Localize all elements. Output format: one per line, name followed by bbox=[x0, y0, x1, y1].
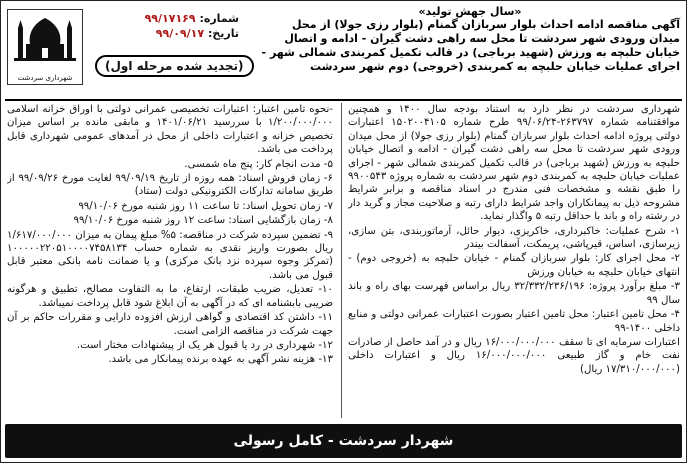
title-block bbox=[260, 5, 680, 74]
number-row bbox=[89, 11, 239, 26]
stage-label: (تجدید شده مرحله اول) bbox=[95, 55, 254, 77]
paragraph: ۱۰- تعدیل، ضریب طبقات، ارتفاع، ما به التفاوت مصالح، تطبیق و هرگونه ضریبی بابشنامه ای که در آگهی به آن ابلاغ شود قابل پرداخت نمیباشد. bbox=[7, 284, 333, 309]
mosque-emblem-icon bbox=[8, 10, 82, 70]
paragraph: اعتبارات سرمایه ای تا سقف ۱۶/۰۰۰/۰۰۰/۰۰۰ ریال و در آمد حاصل از صادرات نفت خام و گاز طبیعی ۱۶/۰۰۰/۰۰۰/۰۰۰ ریال و اعتبارات داخلی (۱۷/۳۱۰/۰۰۰/۰۰۰ ریال) bbox=[348, 336, 680, 375]
number-value: ۹۹/۱۷۱۶۹ bbox=[144, 12, 196, 25]
document-meta bbox=[89, 11, 239, 41]
notice-title: آگهی مناقصه ادامه احداث بلوار سربازان گمنام (بلوار رزی جولا) از محل میدان ورودی شهر سردشت تا محل سه راهی دشت گیران - ادامه و اتصال خیابان حلبچه به ورزش (شهید برباجی) در قالب تکمیل کمربندی شمالی شهر - اجرای عملیات خیابان حلبچه به کمربندی (خروجی) دوم شهر سردشت bbox=[261, 18, 680, 73]
date-row bbox=[89, 26, 239, 41]
date-label: تاریخ: bbox=[207, 27, 239, 40]
footer-signature: شهردار سردشت - کامل رسولی bbox=[233, 433, 454, 449]
date-value: ۹۹/۰۹/۱۷ bbox=[155, 27, 205, 40]
municipality-logo bbox=[7, 9, 83, 85]
paragraph: ۱- شرح عملیات: خاکبرداری، خاکریزی، دیوار حائل، آرماتوربندی، بتن سازی، زیرسازی، اساس، قیرپاشی، پریمکت، آسفالت بیندر bbox=[348, 225, 680, 251]
right-column bbox=[348, 103, 680, 421]
paragraph: ۱۲- شهرداری در رد یا قبول هر یک از پیشنهادات مختار است. bbox=[76, 339, 333, 351]
paragraph: ۷- زمان تحویل اسناد: تا ساعت ۱۱ روز شنبه مورخ ۹۹/۱۰/۰۶ bbox=[78, 200, 333, 212]
body-columns bbox=[7, 103, 680, 421]
logo-caption: شهرداری سردشت bbox=[17, 74, 73, 82]
paragraph: ۱۱- داشتن کد اقتصادی و گواهی ارزش افزوده دارایی و مقررات حاکم بر آن جهت شرکت در مناقصه الزامی است. bbox=[7, 312, 333, 337]
paragraph: ۱۳- هزینه نشر آگهی به عهده برنده پیمانکار می باشد. bbox=[108, 354, 333, 366]
column-divider bbox=[341, 103, 342, 418]
paragraph: ۶- زمان فروش اسناد: همه روزه از تاریخ ۹۹/۰۹/۱۹ لغایت مورخ ۹۹/۰۹/۲۶ از طریق سامانه تدارکات الکترونیکی دولت (ستاد) bbox=[7, 173, 333, 198]
year-motto: «سال جهش تولید» bbox=[418, 5, 522, 18]
paragraph: -نحوه تامین اعتبار: اعتبارات تخصیصی عمرانی دولتی با اوراق خزانه اسلامی ۱/۲۰۰/۰۰۰/۰۰۰ با سررسید ۱۴۰۱/۰۶/۲۱ و مابقی مانده بر اساس میزان تخصیص خزانه و اعتبارات داخلی از محل در آمدهای عمومی شهرداری قابل پرداخت می باشد. bbox=[7, 104, 333, 156]
left-column bbox=[7, 103, 333, 421]
paragraph: ۸- زمان بازگشایی اسناد: ساعت ۱۲ روز شنبه مورخ ۹۹/۱۰/۰۶ bbox=[73, 215, 333, 227]
header bbox=[3, 3, 684, 99]
paragraph: شهرداری سردشت در نظر دارد به استناد بودجه سال ۱۴۰۰ و همچنین موافقتنامه شماره ۲۶۳۷۹۷-۹۹/۰۶/۲۴ طرح شماره ۱۵۰۲۰۰۴۱۰۵ اعتبارات دولتی پروژه ادامه احداث بلوار سربازان گمنام (بلوار رزی جولا) از محل میدان ورودی شهر سردشت تا محل سه راهی دشت گیران - ادامه و اتصال خیابان حلبچه به ورزش (شهید برباجی) در قالب تکمیل کمربندی شمالی شهر - اجرای عملیات خیابان حلبچه به کمربندی دوم شهر سردشت به شماره پروژه ۹۹۰۰۵۴۳ را طبق نقشه و مشخصات فنی مندرج در اسناد مناقصه و برابر شرایط مشروحه ذیل به پیمانکاران واجد شرایط دارای رتبه و صلاحیت مجاز و گرید دار در رشته راه و باند با حداقل رتبه ۵ واگذار نماید. bbox=[348, 104, 680, 223]
header-divider bbox=[5, 99, 682, 101]
paragraph: ۲- محل اجرای کار: بلوار سربازان گمنام - خیابان حلبچه به (خروجی دوم) - انتهای خیابان حلبچه به خیابان ورزش bbox=[348, 253, 680, 278]
number-label: شماره: bbox=[199, 12, 239, 25]
paragraph: ۴- محل تامین اعتبار: محل تامین اعتبار بصورت اعتبارات عمرانی دولتی و منابع داخلی ۱۴۰۰-۹۹ bbox=[348, 309, 680, 334]
paragraph: ۵- مدت انجام کار: پنج ماه شمسی. bbox=[184, 158, 333, 170]
signature-footer bbox=[5, 424, 682, 458]
paragraph: ۳- مبلغ برآورد پروژه: ۳۲/۳۳۲/۲۳۶/۱۹۶ ریال براساس فهرست بهای راه و باند سال ۹۹ bbox=[348, 281, 680, 306]
paragraph: ۹- تضمین سپرده شرکت در مناقصه: ۵% مبلغ پیمان به میزان ۱/۶۱۷/۰۰۰/۰۰۰ ریال بصورت واریز نقدی به شماره حساب ۱۰۰۰۰۰۲۲۰۵۱۰۰۰۰۷۴۵۸۱۳۴ (تمرکز وجوه سپرده نزد بانک مرکزی) و یا ضمانت نامه بانکی معتبر قابل قبول می باشد. bbox=[7, 229, 333, 281]
